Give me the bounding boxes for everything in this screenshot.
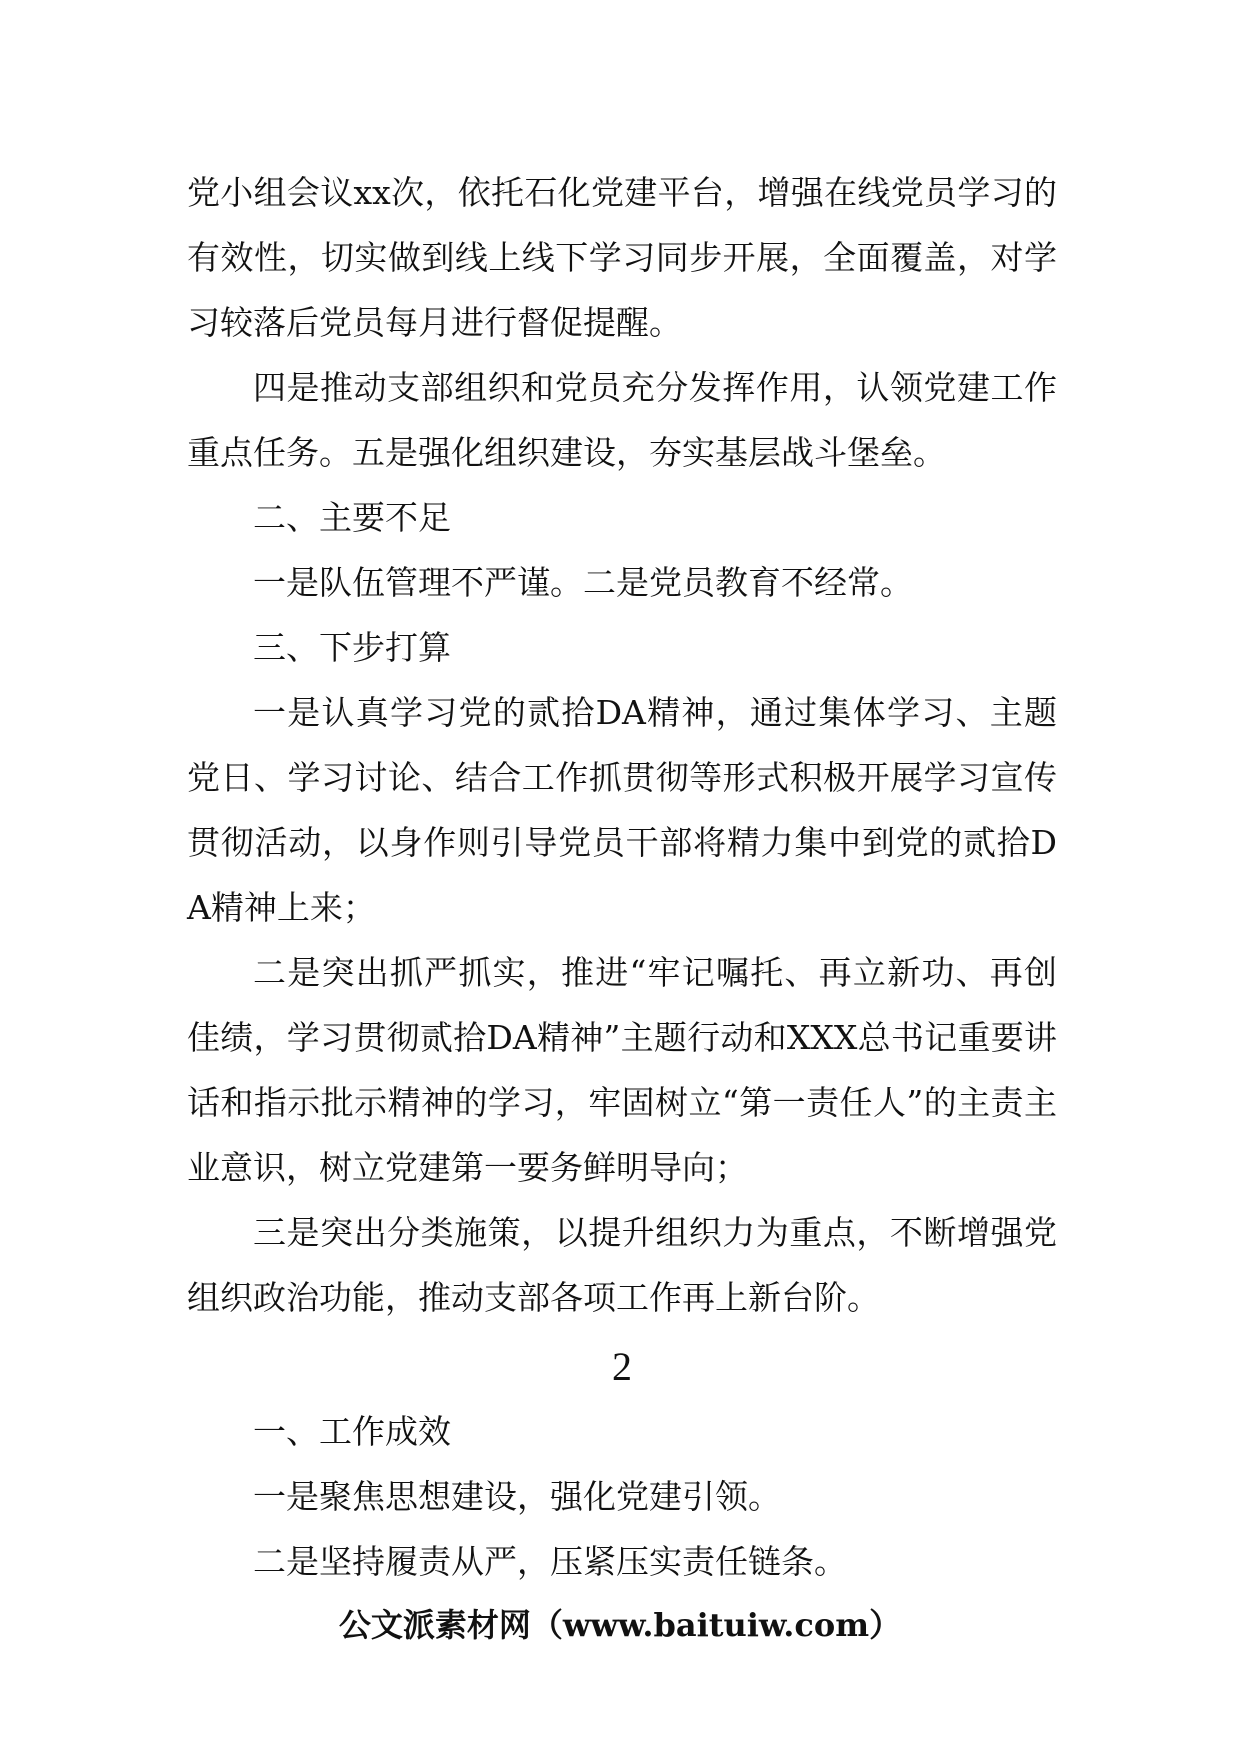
paragraph: 一是聚焦思想建设，强化党建引领。 bbox=[253, 1477, 781, 1516]
document-body bbox=[187, 160, 1057, 1594]
paragraph: 二是坚持履责从严，压紧压实责任链条。 bbox=[253, 1542, 847, 1581]
section-heading-shortcomings: 二、主要不足 bbox=[253, 498, 451, 537]
paragraph: 二是突出抓严抓实，推进“牢记嘱托、再立新功、再创佳绩，学习贯彻贰拾DA精神”主题行动和XXX总书记重要讲话和指示批示精神的学习，牢固树立“第一责任人”的主责主业意识，树立党建第一要务鲜明导向； bbox=[187, 953, 1057, 1187]
section-heading-next-steps: 三、下步打算 bbox=[253, 628, 451, 667]
paragraph: 一是认真学习党的贰拾DA精神，通过集体学习、主题党日、学习讨论、结合工作抓贯彻等形式积极开展学习宣传贯彻活动，以身作则引导党员干部将精力集中到党的贰拾DA精神上来； bbox=[187, 693, 1057, 927]
paragraph: 党小组会议xx次，依托石化党建平台，增强在线党员学习的有效性，切实做到线上线下学习同步开展，全面覆盖，对学习较落后党员每月进行督促提醒。 bbox=[187, 173, 1057, 342]
paragraph: 一是队伍管理不严谨。二是党员教育不经常。 bbox=[253, 563, 913, 602]
paragraph: 四是推动支部组织和党员充分发挥作用，认领党建工作重点任务。五是强化组织建设，夯实基层战斗堡垒。 bbox=[187, 368, 1057, 472]
section-heading-achievements: 一、工作成效 bbox=[253, 1412, 451, 1451]
footer-watermark: 公文派素材网（www.baituiw.com） bbox=[338, 1606, 902, 1644]
section-number: 2 bbox=[612, 1344, 632, 1389]
paragraph: 三是突出分类施策，以提升组织力为重点，不断增强党组织政治功能，推动支部各项工作再上新台阶。 bbox=[187, 1213, 1057, 1317]
